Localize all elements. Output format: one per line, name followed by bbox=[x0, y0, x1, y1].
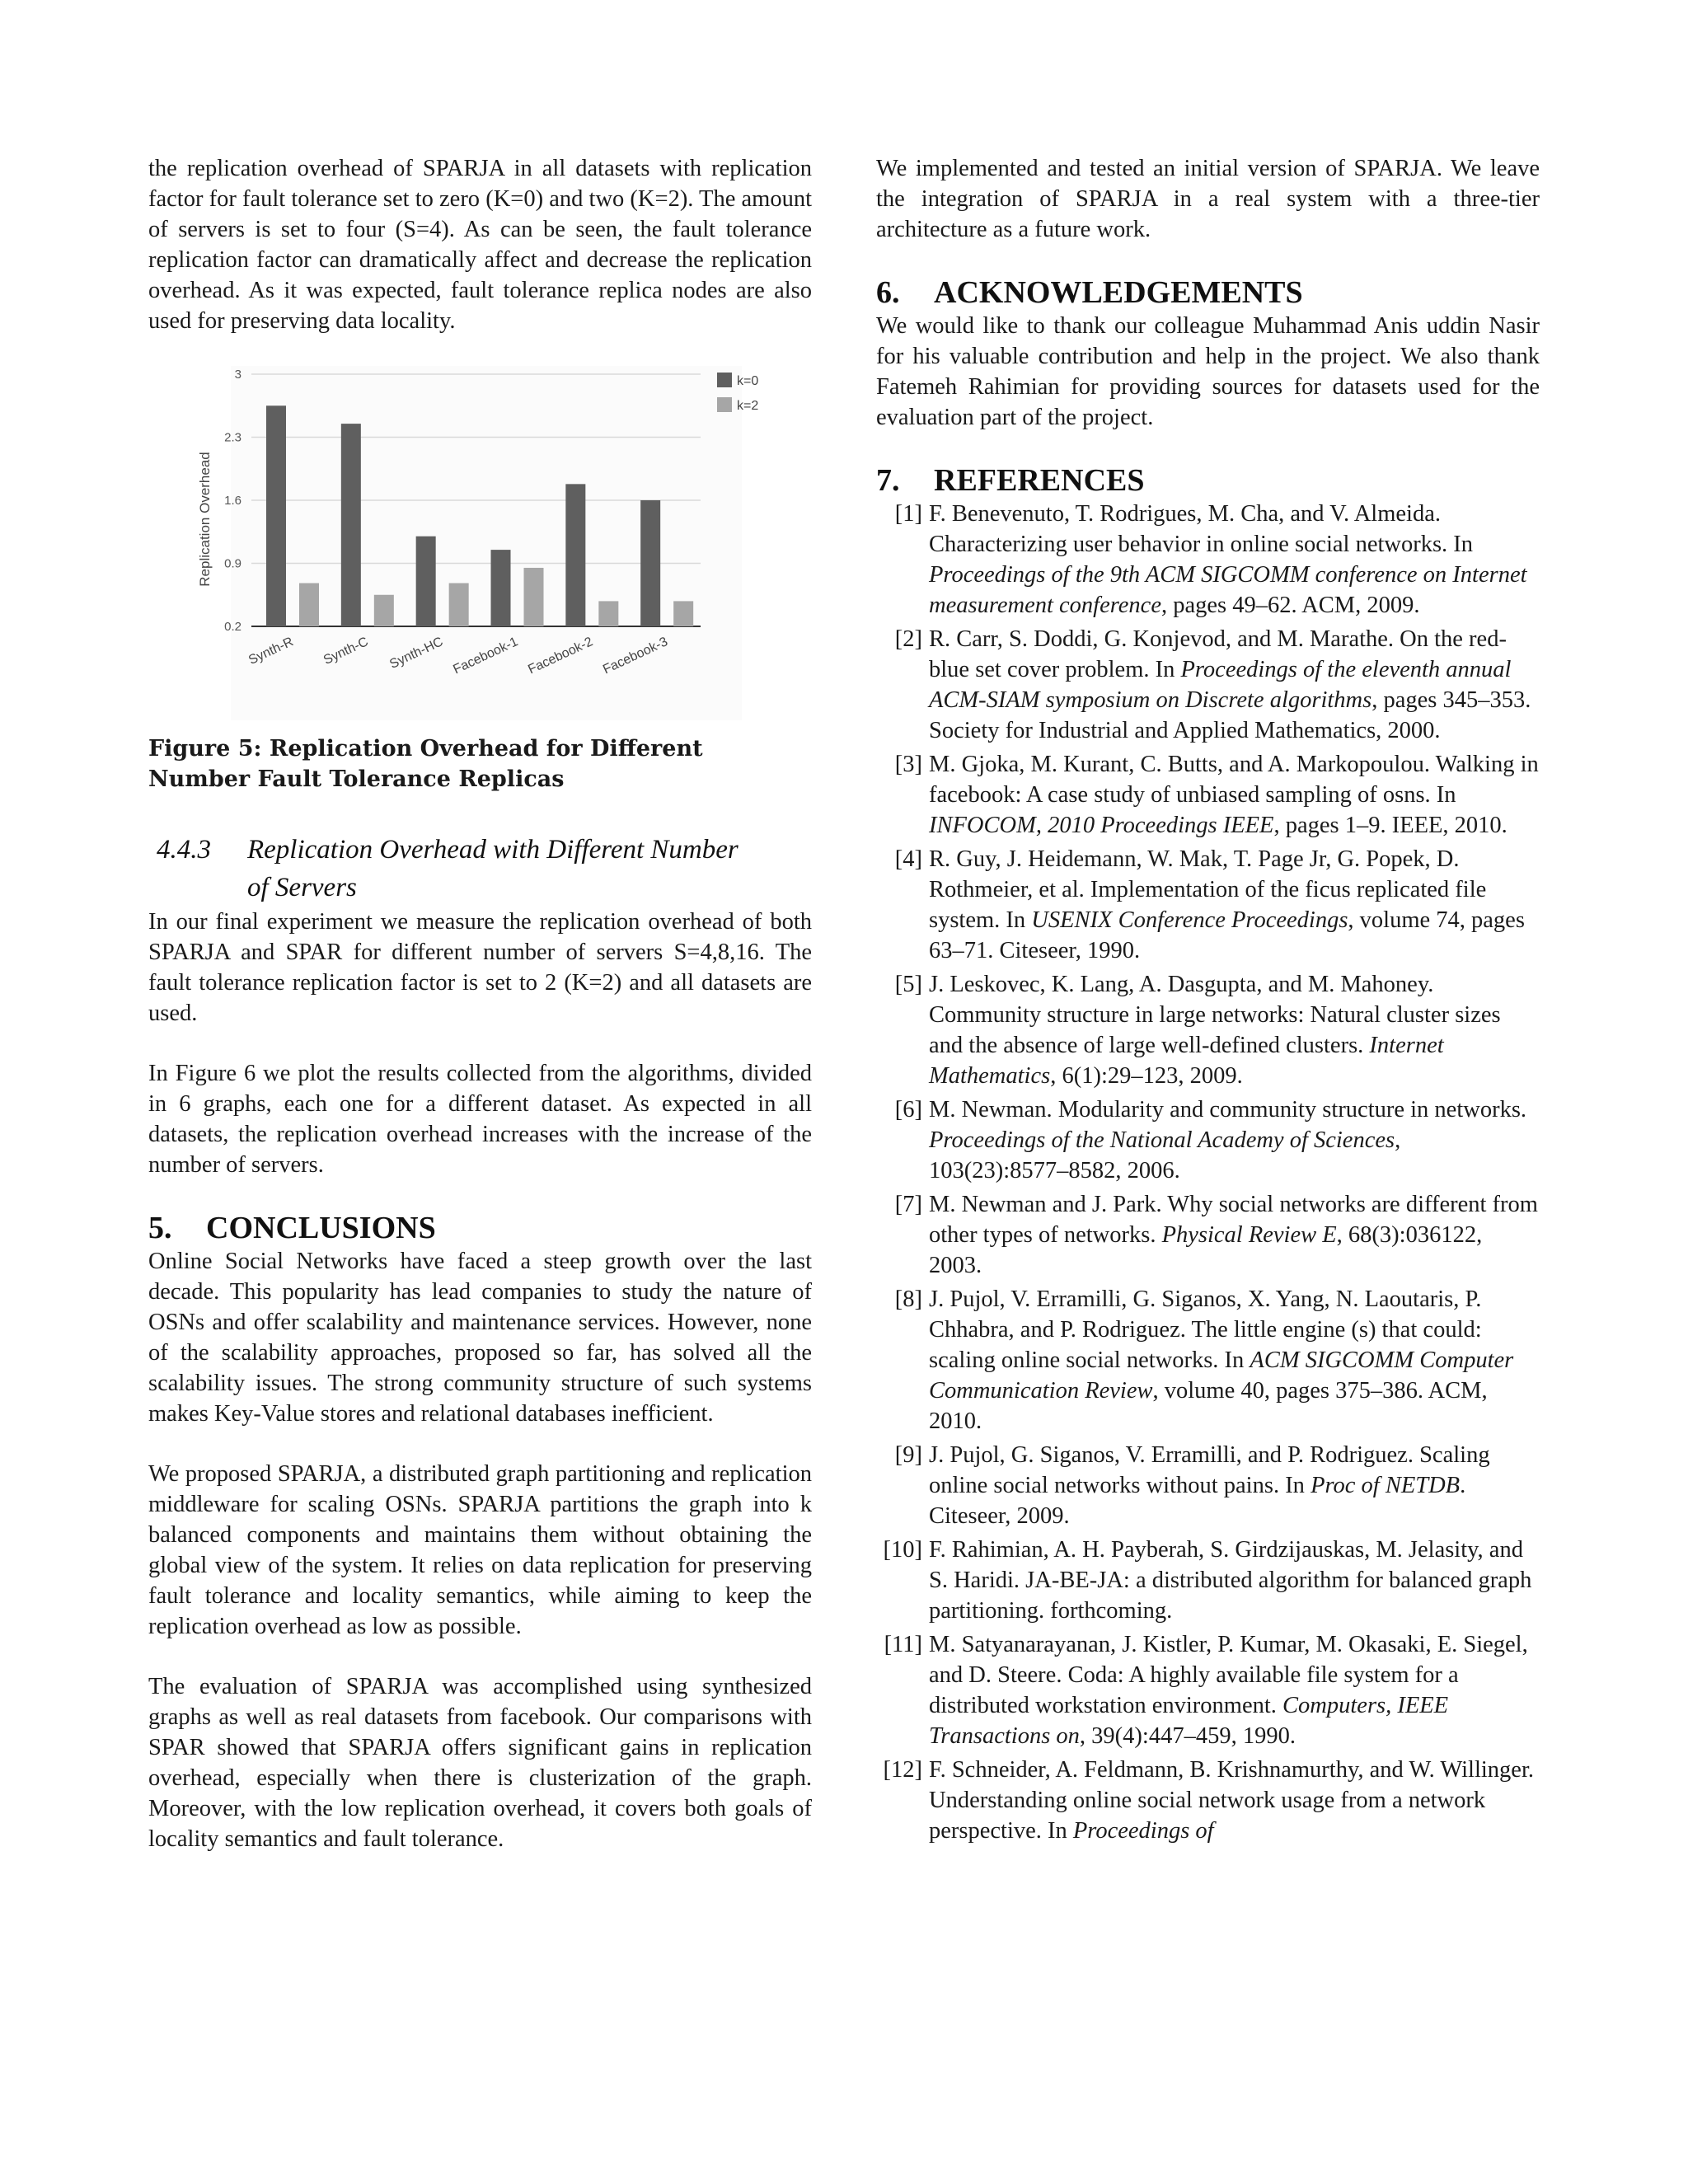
reference-authors-title: J. Pujol, V. Erramilli, G. Siganos, X. Yang, N. Laoutaris, P. Chhabra, and P. Rodriguez. The little engine (s) that could: scaling online social networks. In bbox=[929, 1286, 1482, 1373]
reference-text bbox=[929, 1440, 1540, 1531]
right-intro-paragraph: We implemented and tested an initial version of SPARJA. We leave the integration of SPARJA in a real system with a three-tier architecture as a future work. bbox=[876, 156, 1540, 242]
conclusions-paragraph-3: The evaluation of SPARJA was accomplished using synthesized graphs as well as real datasets from facebook. Our comparisons with SPAR showed that SPARJA offers significant gains in replication overhead, especially when there is clusterization of the graph. Moreover, with the low replication overhead, it covers both goals of locality semantics and fault tolerance. bbox=[148, 1674, 812, 1852]
reference-details: , pages 49–62. ACM, 2009. bbox=[1160, 593, 1420, 618]
reference-authors-title: R. Carr, S. Doddi, G. Konjevod, and M. Marathe. On the red-blue set cover problem. In bbox=[929, 626, 1507, 682]
chart-ylabel: Replication Overhead bbox=[197, 452, 213, 587]
y-tick-label: 1.6 bbox=[224, 494, 241, 508]
reference-item bbox=[876, 1535, 1540, 1626]
subsection-number: 4.4.3 bbox=[157, 835, 211, 865]
reference-authors-title: F. Schneider, A. Feldmann, B. Krishnamurthy, and W. Willinger. Understanding online social network usage from a network perspective. In bbox=[929, 1757, 1535, 1844]
subsection-paragraph-2: In Figure 6 we plot the results collected from the algorithms, divided in 6 graphs, each one for a different dataset. As expected in all datasets, the replication overhead increases with the increase of the number of servers. bbox=[148, 1061, 812, 1178]
reference-item bbox=[876, 969, 1540, 1091]
reference-details: , pages 345–353. Society for Industrial and Applied Mathematics, 2000. bbox=[929, 687, 1531, 743]
reference-text bbox=[929, 624, 1540, 746]
reference-venue: Computers, IEEE Transactions on bbox=[929, 1693, 1449, 1749]
reference-details: , 68(3):036122, 2003. bbox=[929, 1222, 1483, 1278]
reference-item bbox=[876, 1629, 1540, 1751]
conclusions-heading bbox=[148, 1210, 812, 1246]
reference-text bbox=[929, 1629, 1540, 1751]
reference-text bbox=[929, 1094, 1540, 1186]
left-column bbox=[148, 153, 812, 1854]
reference-venue: USENIX Conference Proceedings bbox=[1031, 907, 1348, 933]
reference-item bbox=[876, 1094, 1540, 1186]
bar-k0-facebook-2 bbox=[565, 484, 585, 626]
y-tick-label: 3 bbox=[234, 368, 241, 382]
reference-text bbox=[929, 1535, 1540, 1626]
reference-venue: Physical Review E bbox=[1161, 1222, 1337, 1248]
y-tick-label: 0.2 bbox=[224, 620, 241, 634]
x-tick-label: Synth-R bbox=[246, 635, 296, 668]
reference-number: [5] bbox=[894, 972, 922, 997]
reference-number: [2] bbox=[894, 626, 922, 652]
x-tick-label: Synth-C bbox=[321, 635, 371, 668]
x-tick-label: Facebook-2 bbox=[526, 635, 596, 677]
legend-label: k=0 bbox=[737, 374, 759, 388]
reference-authors-title: J. Leskovec, K. Lang, A. Dasgupta, and M. Mahoney. Community structure in large networks: Natural cluster sizes and the absence of large well-defined clusters. bbox=[929, 972, 1501, 1058]
reference-text bbox=[929, 1189, 1540, 1281]
reference-details: , 103(23):8577–8582, 2006. bbox=[929, 1127, 1401, 1183]
reference-authors-title: M. Gjoka, M. Kurant, C. Butts, and A. Markopoulou. Walking in facebook: A case study of unbiased sampling of osns. In bbox=[929, 752, 1539, 808]
reference-details: , 6(1):29–123, 2009. bbox=[1050, 1063, 1243, 1089]
reference-number: [3] bbox=[894, 752, 922, 777]
legend-swatch bbox=[717, 397, 732, 412]
reference-item bbox=[876, 1189, 1540, 1281]
reference-venue: Proceedings of the 9th ACM SIGCOMM conference on Internet measurement conference bbox=[929, 562, 1527, 618]
replication-overhead-chart bbox=[148, 366, 812, 720]
reference-number: [4] bbox=[894, 846, 922, 872]
conclusions-paragraph-1: Online Social Networks have faced a steep growth over the last decade. This popularity has lead companies to study the nature of OSNs and offer scalability and maintenance services. However, none of the scalability approaches, proposed so far, has solved all the scalability issues. The strong community structure of such systems makes Key-Value stores and relational databases inefficient. bbox=[148, 1249, 812, 1427]
reference-venue: INFOCOM, 2010 Proceedings IEEE bbox=[929, 813, 1274, 838]
reference-number: [8] bbox=[894, 1286, 922, 1312]
conclusions-title: CONCLUSIONS bbox=[206, 1211, 436, 1245]
reference-authors-title: F. Benevenuto, T. Rodrigues, M. Cha, and V. Almeida. Characterizing user behavior in online social networks. In bbox=[929, 501, 1474, 557]
reference-authors-title: F. Rahimian, A. H. Payberah, S. Girdzijauskas, M. Jelasity, and S. Haridi. JA-BE-JA: a distributed algorithm for balanced graph partitioning. forthcoming. bbox=[929, 1537, 1532, 1624]
reference-details: , pages 1–9. IEEE, 2010. bbox=[1273, 813, 1507, 838]
reference-authors-title: R. Guy, J. Heidemann, W. Mak, T. Page Jr, G. Popek, D. Rothmeier, et al. Implementation of the ficus replicated file system. In bbox=[929, 846, 1487, 933]
subsection-title-line1: Replication Overhead with Different Number bbox=[247, 835, 738, 865]
reference-authors-title: J. Pujol, G. Siganos, V. Erramilli, and P. Rodriguez. Scaling online social networks without pains. In bbox=[929, 1442, 1490, 1498]
bar-k0-facebook-1 bbox=[491, 550, 511, 626]
reference-number: [10] bbox=[883, 1537, 922, 1563]
reference-venue: Proceedings of bbox=[1072, 1818, 1214, 1844]
reference-text bbox=[929, 969, 1540, 1091]
reference-venue: Internet Mathematics bbox=[929, 1033, 1444, 1089]
reference-authors-title: M. Newman. Modularity and community structure in networks. bbox=[929, 1097, 1527, 1122]
reference-details: , volume 40, pages 375–386. ACM, 2010. bbox=[929, 1378, 1488, 1434]
reference-text bbox=[929, 844, 1540, 966]
bar-k0-synth-c bbox=[341, 424, 361, 626]
reference-venue: Proceedings of the National Academy of Sciences bbox=[929, 1127, 1395, 1153]
reference-number: [7] bbox=[894, 1192, 922, 1217]
subsection-paragraph-1: In our final experiment we measure the replication overhead of both SPARJA and SPAR for different number of servers S=4,8,16. The fault tolerance replication factor is set to 2 (K=2) and all datasets are used. bbox=[148, 909, 812, 1026]
reference-item bbox=[876, 499, 1540, 621]
reference-authors-title: M. Satyanarayanan, J. Kistler, P. Kumar, M. Okasaki, E. Siegel, and D. Steere. Coda: A highly available file system for a distributed workstation environment. bbox=[929, 1632, 1528, 1718]
bar-k0-synth-hc bbox=[416, 537, 436, 626]
subsection-heading bbox=[148, 831, 812, 907]
subsection-title-line2: of Servers bbox=[247, 873, 357, 902]
x-tick-label: Synth-HC bbox=[387, 635, 446, 672]
references-heading bbox=[876, 462, 1540, 499]
reference-details: , 39(4):447–459, 1990. bbox=[1079, 1723, 1296, 1749]
x-tick-label: Facebook-1 bbox=[451, 635, 521, 677]
bar-k2-synth-c bbox=[374, 595, 394, 626]
reference-text bbox=[929, 749, 1540, 841]
intro-paragraph: the replication overhead of SPARJA in all datasets with replication factor for fault tolerance set to zero (K=0) and two (K=2). The amount of servers is set to four (S=4). As can be seen, the fault tolerance replication factor can dramatically affect and decrease the replication overhead. As it was expected, fault tolerance replica nodes are also used for preserving data locality. bbox=[148, 156, 812, 334]
reference-item bbox=[876, 1284, 1540, 1436]
conclusions-paragraph-2: We proposed SPARJA, a distributed graph partitioning and replication middleware for scaling OSNs. SPARJA partitions the graph into k balanced components and maintains them without obtaining the global view of the system. It relies on data replication for preserving fault tolerance and locality semantics, while aiming to keep the replication overhead as low as possible. bbox=[148, 1461, 812, 1639]
x-tick-label: Facebook-3 bbox=[601, 635, 670, 677]
bar-k2-facebook-3 bbox=[673, 601, 693, 626]
bar-k2-facebook-2 bbox=[598, 601, 618, 626]
reference-item bbox=[876, 749, 1540, 841]
reference-venue: Proceedings of the eleventh annual ACM-SIAM symposium on Discrete algorithms bbox=[929, 657, 1512, 713]
reference-item bbox=[876, 624, 1540, 746]
legend-swatch bbox=[717, 373, 732, 387]
bar-k0-facebook-3 bbox=[640, 500, 660, 626]
reference-number: [9] bbox=[894, 1442, 922, 1468]
reference-item bbox=[876, 844, 1540, 966]
reference-details: , volume 74, pages 63–71. Citeseer, 1990. bbox=[929, 907, 1525, 963]
acknowledgements-title: ACKNOWLEDGEMENTS bbox=[934, 275, 1303, 310]
references-number: 7. bbox=[876, 463, 900, 498]
bar-k2-synth-r bbox=[299, 583, 319, 626]
references-title: REFERENCES bbox=[934, 463, 1145, 498]
reference-text bbox=[929, 499, 1540, 621]
reference-authors-title: M. Newman and J. Park. Why social networks are different from other types of networks. bbox=[929, 1192, 1538, 1248]
conclusions-number: 5. bbox=[148, 1211, 172, 1245]
reference-item bbox=[876, 1440, 1540, 1531]
reference-list bbox=[876, 499, 1540, 1846]
reference-number: [1] bbox=[894, 501, 922, 527]
reference-number: [6] bbox=[894, 1097, 922, 1122]
reference-details: . Citeseer, 2009. bbox=[929, 1473, 1466, 1529]
reference-venue: Proc of NETDB bbox=[1311, 1473, 1461, 1498]
acknowledgements-number: 6. bbox=[876, 275, 900, 310]
legend-label: k=2 bbox=[737, 399, 759, 413]
reference-item bbox=[876, 1755, 1540, 1846]
acknowledgements-heading bbox=[876, 274, 1540, 311]
bar-k2-synth-hc bbox=[449, 583, 469, 626]
figure-5 bbox=[148, 366, 812, 720]
reference-text bbox=[929, 1284, 1540, 1436]
reference-text bbox=[929, 1755, 1540, 1846]
acknowledgements-text: We would like to thank our colleague Muhammad Anis uddin Nasir for his valuable contribution and help in the project. We also thank Fatemeh Rahimian for providing sources for datasets used for the evaluation part of the project. bbox=[876, 313, 1540, 430]
reference-number: [11] bbox=[884, 1632, 922, 1657]
bar-k0-synth-r bbox=[266, 405, 286, 626]
y-tick-label: 2.3 bbox=[224, 430, 241, 445]
figure-caption: Figure 5: Replication Overhead for Different Number Fault Tolerance Replicas bbox=[148, 736, 703, 792]
reference-venue: ACM SIGCOMM Computer Communication Review bbox=[929, 1347, 1514, 1404]
reference-number: [12] bbox=[883, 1757, 922, 1783]
right-column bbox=[876, 153, 1540, 1846]
y-tick-label: 0.9 bbox=[224, 556, 241, 571]
bar-k2-facebook-1 bbox=[524, 568, 544, 626]
